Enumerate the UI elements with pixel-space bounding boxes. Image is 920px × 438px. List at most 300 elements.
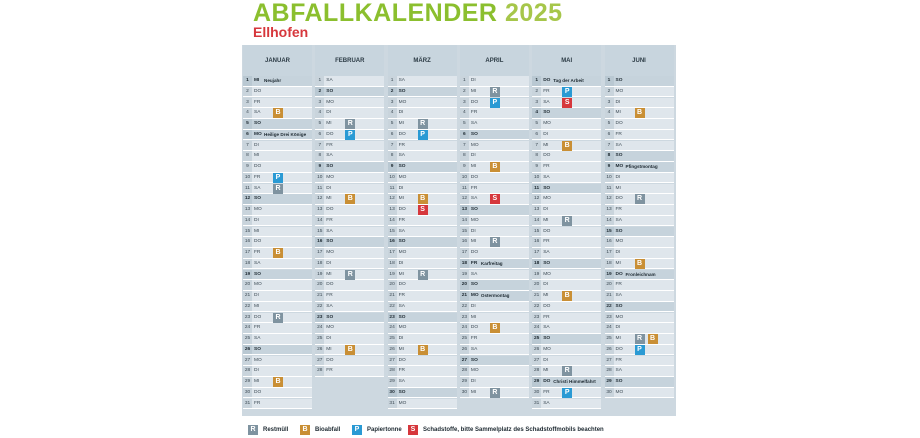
weekday: FR <box>543 239 550 245</box>
weekday: DI <box>254 293 259 298</box>
weekday: DI <box>398 336 404 341</box>
day-number: 22 <box>532 302 541 312</box>
day-number: 10 <box>315 173 324 183</box>
day-row <box>315 356 384 367</box>
day-row <box>243 388 312 399</box>
day-row <box>388 130 457 141</box>
day-number: 17 <box>532 248 541 258</box>
weekday: DO <box>615 196 623 202</box>
day-number: 11 <box>532 184 541 194</box>
day-number: 4 <box>532 108 541 118</box>
legend-item <box>248 424 288 435</box>
day-number: 2 <box>243 87 252 97</box>
day-number: 30 <box>388 388 397 398</box>
day-number: 16 <box>532 237 541 247</box>
weekday: MO <box>543 196 551 202</box>
day-number: 18 <box>243 259 252 269</box>
weekday: FR <box>543 88 550 94</box>
day-number: 18 <box>315 259 324 269</box>
day-number: 29 <box>243 377 252 387</box>
day-number: 28 <box>532 366 541 376</box>
day-row <box>605 173 674 184</box>
day-row <box>388 280 457 291</box>
weekday: MO <box>615 389 624 395</box>
weekday: DI <box>615 250 621 255</box>
pickup-badge-b: B <box>273 248 283 258</box>
day-row <box>388 216 457 227</box>
day-number: 8 <box>605 151 614 161</box>
day-row <box>605 162 674 173</box>
weekday: MO <box>254 357 262 363</box>
day-row <box>243 184 312 195</box>
day-row <box>243 119 312 130</box>
weekday: DO <box>398 357 406 363</box>
weekday: MO <box>398 400 407 406</box>
weekday: SO <box>543 260 551 266</box>
day-number: 6 <box>532 130 541 140</box>
weekday: FR <box>254 325 261 331</box>
day-number: 30 <box>532 388 541 398</box>
day-number: 5 <box>315 119 324 129</box>
weekday: DO <box>326 282 334 288</box>
day-row <box>460 366 529 377</box>
weekday: MO <box>543 121 551 126</box>
day-row <box>315 248 384 259</box>
day-row <box>315 270 384 281</box>
day-row <box>532 388 601 399</box>
weekday: FR <box>543 314 550 320</box>
day-number: 17 <box>460 248 469 258</box>
weekday: DO <box>543 379 551 384</box>
weekday: SO <box>326 239 334 245</box>
day-number: 14 <box>315 216 324 226</box>
day-row <box>243 173 312 184</box>
weekday: DO <box>615 121 623 126</box>
weekday: FR <box>470 185 478 191</box>
day-number: 31 <box>243 399 252 409</box>
weekday: MI <box>254 379 260 384</box>
weekday: MI <box>326 121 332 126</box>
day-row <box>388 388 457 399</box>
day-row <box>460 259 529 270</box>
day-row <box>388 399 457 410</box>
weekday: FR <box>615 357 622 363</box>
pickup-badge-b: B <box>562 141 572 151</box>
day-number: 25 <box>315 334 324 344</box>
day-number: 5 <box>460 119 469 129</box>
day-row <box>605 388 674 399</box>
day-row <box>532 334 601 345</box>
weekday: MO <box>254 282 262 288</box>
day-number: 12 <box>315 194 324 204</box>
day-row <box>243 76 312 87</box>
day-number: 30 <box>605 388 614 398</box>
weekday: SA <box>470 196 478 202</box>
pickup-badge-p: P <box>635 345 645 355</box>
calendar-grid <box>242 45 676 416</box>
day-number: 15 <box>315 227 324 237</box>
weekday: SO <box>398 239 406 245</box>
weekday: DO <box>326 357 334 363</box>
day-number: 22 <box>388 302 397 312</box>
day-number: 1 <box>460 76 469 86</box>
day-row <box>532 227 601 238</box>
day-number: 15 <box>532 227 541 237</box>
day-row <box>532 141 601 152</box>
weekday: DO <box>254 389 262 395</box>
day-row <box>460 345 529 356</box>
weekday: DI <box>615 174 621 180</box>
weekday: MO <box>326 174 335 180</box>
weekday: SA <box>543 174 550 180</box>
legend-item <box>408 424 604 435</box>
weekday: DO <box>326 207 334 212</box>
day-number: 27 <box>315 356 324 366</box>
day-number: 31 <box>388 399 397 409</box>
weekday: DI <box>254 217 259 223</box>
day-number: 16 <box>460 237 469 247</box>
day-row <box>388 302 457 313</box>
day-row <box>243 141 312 152</box>
weekday: FR <box>326 217 333 223</box>
day-number: 8 <box>532 151 541 161</box>
day-row <box>388 345 457 356</box>
day-number: 19 <box>532 270 541 280</box>
weekday: SA <box>615 293 622 298</box>
day-row <box>460 87 529 98</box>
weekday: SO <box>470 207 478 212</box>
day-row <box>315 162 384 173</box>
day-row <box>243 162 312 173</box>
day-row <box>315 302 384 313</box>
day-row <box>532 248 601 259</box>
pickup-badge-s: S <box>490 194 500 204</box>
weekday: MI <box>470 164 477 169</box>
weekday: MI <box>615 110 621 116</box>
day-row <box>460 173 529 184</box>
weekday: DO <box>543 228 551 234</box>
weekday: SO <box>398 88 406 94</box>
day-row <box>388 248 457 259</box>
day-row <box>605 216 674 227</box>
day-row <box>605 270 674 281</box>
weekday: MI <box>615 185 621 191</box>
weekday: SA <box>398 78 405 83</box>
day-row <box>605 151 674 162</box>
day-row <box>605 87 674 98</box>
day-row <box>243 291 312 302</box>
weekday: DO <box>543 303 551 309</box>
day-number: 14 <box>605 216 614 226</box>
day-row <box>388 237 457 248</box>
day-row <box>605 345 674 356</box>
weekday: MO <box>398 325 407 331</box>
weekday: DI <box>398 185 404 191</box>
weekday: MO <box>398 174 407 180</box>
day-number: 12 <box>388 194 397 204</box>
weekday: DI <box>615 325 621 331</box>
day-number: 13 <box>605 205 614 215</box>
day-number: 20 <box>460 280 469 290</box>
day-row <box>243 108 312 119</box>
day-number: 1 <box>388 76 397 86</box>
weekday: MI <box>615 260 621 266</box>
day-row <box>315 291 384 302</box>
weekday: SA <box>615 368 622 374</box>
day-number: 13 <box>460 205 469 215</box>
pickup-badge-b: B <box>273 377 283 387</box>
weekday: MO <box>254 207 262 212</box>
day-number: 7 <box>605 141 614 151</box>
pickup-badge-b: B <box>490 323 500 333</box>
weekday: MI <box>470 88 477 94</box>
pickup-badge-r: R <box>273 313 283 323</box>
day-row <box>460 227 529 238</box>
day-number: 16 <box>605 237 614 247</box>
weekday: DI <box>254 142 259 148</box>
day-number: 27 <box>532 356 541 366</box>
day-row <box>388 108 457 119</box>
holiday-label: Fronleichnam <box>625 271 656 277</box>
weekday: DO <box>254 164 262 169</box>
holiday-label: Tag der Arbeit <box>553 78 584 83</box>
day-number: 1 <box>243 76 252 86</box>
month-header: JUNI <box>605 45 674 76</box>
day-number: 8 <box>243 151 252 161</box>
day-number: 24 <box>315 323 324 333</box>
day-number: 19 <box>460 270 469 280</box>
day-number: 6 <box>460 130 469 140</box>
day-number: 2 <box>460 87 469 97</box>
day-row <box>460 151 529 162</box>
weekday: DO <box>543 78 551 83</box>
pickup-badge-r: R <box>562 216 572 226</box>
day-number: 4 <box>460 108 469 118</box>
weekday: DI <box>470 228 476 234</box>
day-row <box>605 248 674 259</box>
day-row <box>605 98 674 109</box>
day-number: 19 <box>388 270 397 280</box>
day-row <box>532 399 601 410</box>
day-number: 21 <box>605 291 614 301</box>
weekday: DI <box>254 368 259 374</box>
day-row <box>315 151 384 162</box>
day-row <box>605 313 674 324</box>
pickup-badge-r: R <box>635 194 645 204</box>
day-number: 20 <box>605 280 614 290</box>
day-number: 12 <box>460 194 469 204</box>
day-number: 10 <box>532 173 541 183</box>
day-number: 4 <box>605 108 614 118</box>
weekday: DI <box>470 303 476 309</box>
weekday: FR <box>326 368 333 374</box>
day-number: 10 <box>388 173 397 183</box>
day-row <box>532 366 601 377</box>
weekday: SO <box>615 303 623 309</box>
day-row <box>243 227 312 238</box>
weekday: SO <box>398 314 406 320</box>
weekday: SA <box>470 346 478 352</box>
day-number: 9 <box>605 162 614 172</box>
day-row <box>532 237 601 248</box>
weekday: SO <box>254 196 261 202</box>
day-row <box>460 119 529 130</box>
day-number: 29 <box>460 377 469 387</box>
weekday: FR <box>615 131 622 137</box>
weekday: SA <box>543 400 550 406</box>
day-row <box>243 205 312 216</box>
weekday: SA <box>254 185 261 191</box>
weekday: DI <box>398 110 404 116</box>
pickup-badge-b: B <box>635 108 645 118</box>
day-row <box>243 151 312 162</box>
weekday: DO <box>326 131 334 137</box>
day-number: 27 <box>605 356 614 366</box>
day-row <box>388 366 457 377</box>
weekday: SA <box>398 153 405 159</box>
weekday: MI <box>326 196 332 202</box>
day-number: 11 <box>460 184 469 194</box>
day-number: 23 <box>532 313 541 323</box>
weekday: FR <box>326 142 333 148</box>
legend-badge-s: S <box>408 425 418 435</box>
weekday: FR <box>398 217 405 223</box>
day-row <box>532 270 601 281</box>
weekday: SO <box>398 389 406 395</box>
weekday: DI <box>543 282 548 288</box>
day-row <box>460 334 529 345</box>
weekday: SO <box>326 314 334 320</box>
weekday: MI <box>254 78 260 83</box>
day-row <box>315 205 384 216</box>
day-number: 8 <box>388 151 397 161</box>
day-row <box>532 184 601 195</box>
day-number: 24 <box>388 323 397 333</box>
weekday: FR <box>254 174 261 180</box>
weekday: SA <box>470 271 478 277</box>
day-row <box>532 87 601 98</box>
pickup-badge-b: B <box>635 259 645 269</box>
legend-label: Bioabfall <box>315 426 341 433</box>
day-number: 26 <box>532 345 541 355</box>
day-number: 9 <box>315 162 324 172</box>
page-title <box>253 0 563 26</box>
day-number: 3 <box>460 98 469 108</box>
pickup-badge-r: R <box>345 119 355 129</box>
day-number: 2 <box>315 87 324 97</box>
day-number: 4 <box>388 108 397 118</box>
weekday: MO <box>615 164 624 169</box>
day-number: 15 <box>243 227 252 237</box>
day-number: 23 <box>315 313 324 323</box>
day-row <box>243 270 312 281</box>
day-row <box>460 205 529 216</box>
day-row <box>315 141 384 152</box>
day-number: 17 <box>315 248 324 258</box>
weekday: MO <box>470 217 479 223</box>
day-number: 22 <box>460 302 469 312</box>
day-number: 9 <box>460 162 469 172</box>
weekday: MI <box>326 271 332 277</box>
day-row <box>388 184 457 195</box>
day-number: 1 <box>605 76 614 86</box>
day-row <box>605 194 674 205</box>
day-number: 28 <box>315 366 324 376</box>
day-row <box>243 366 312 377</box>
page-subtitle: Ellhofen <box>253 24 309 40</box>
weekday: DO <box>398 282 406 288</box>
day-row <box>388 291 457 302</box>
pickup-badge-b: B <box>345 194 355 204</box>
day-number: 29 <box>532 377 541 387</box>
day-row <box>532 302 601 313</box>
day-row <box>460 388 529 399</box>
day-row <box>243 334 312 345</box>
weekday: MO <box>470 293 479 298</box>
pickup-badge-r: R <box>418 270 428 280</box>
day-number: 19 <box>243 270 252 280</box>
day-number: 19 <box>315 270 324 280</box>
day-number: 7 <box>460 141 469 151</box>
day-number: 26 <box>243 345 252 355</box>
weekday: DO <box>254 314 262 320</box>
day-row <box>460 216 529 227</box>
day-number: 5 <box>243 119 252 129</box>
day-number: 8 <box>315 151 324 161</box>
day-row <box>388 323 457 334</box>
weekday: MI <box>398 271 404 277</box>
day-row <box>532 162 601 173</box>
day-row <box>388 356 457 367</box>
day-number: 4 <box>315 108 324 118</box>
day-number: 5 <box>605 119 614 129</box>
pickup-badge-b: B <box>418 345 428 355</box>
day-number: 6 <box>605 130 614 140</box>
day-row <box>315 184 384 195</box>
legend-item <box>352 424 402 435</box>
day-number: 2 <box>388 87 397 97</box>
day-row <box>388 162 457 173</box>
day-number: 10 <box>243 173 252 183</box>
weekday: SA <box>326 78 333 83</box>
legend-item <box>300 424 340 435</box>
day-row <box>532 151 601 162</box>
weekday: SO <box>615 153 623 159</box>
day-row <box>605 356 674 367</box>
day-row <box>460 130 529 141</box>
holiday-label: Neujahr <box>264 78 282 83</box>
day-number: 13 <box>532 205 541 215</box>
day-number: 28 <box>388 366 397 376</box>
day-number: 14 <box>460 216 469 226</box>
day-number: 21 <box>388 291 397 301</box>
day-number: 18 <box>388 259 397 269</box>
day-row <box>605 205 674 216</box>
day-row <box>388 76 457 87</box>
day-number: 14 <box>243 216 252 226</box>
pickup-badge-b: B <box>273 108 283 118</box>
day-row <box>315 259 384 270</box>
day-row <box>460 313 529 324</box>
day-number: 8 <box>460 151 469 161</box>
day-row <box>605 259 674 270</box>
day-row <box>460 108 529 119</box>
day-number: 20 <box>315 280 324 290</box>
day-number: 4 <box>243 108 252 118</box>
day-row <box>315 173 384 184</box>
day-row <box>532 345 601 356</box>
day-number: 17 <box>388 248 397 258</box>
